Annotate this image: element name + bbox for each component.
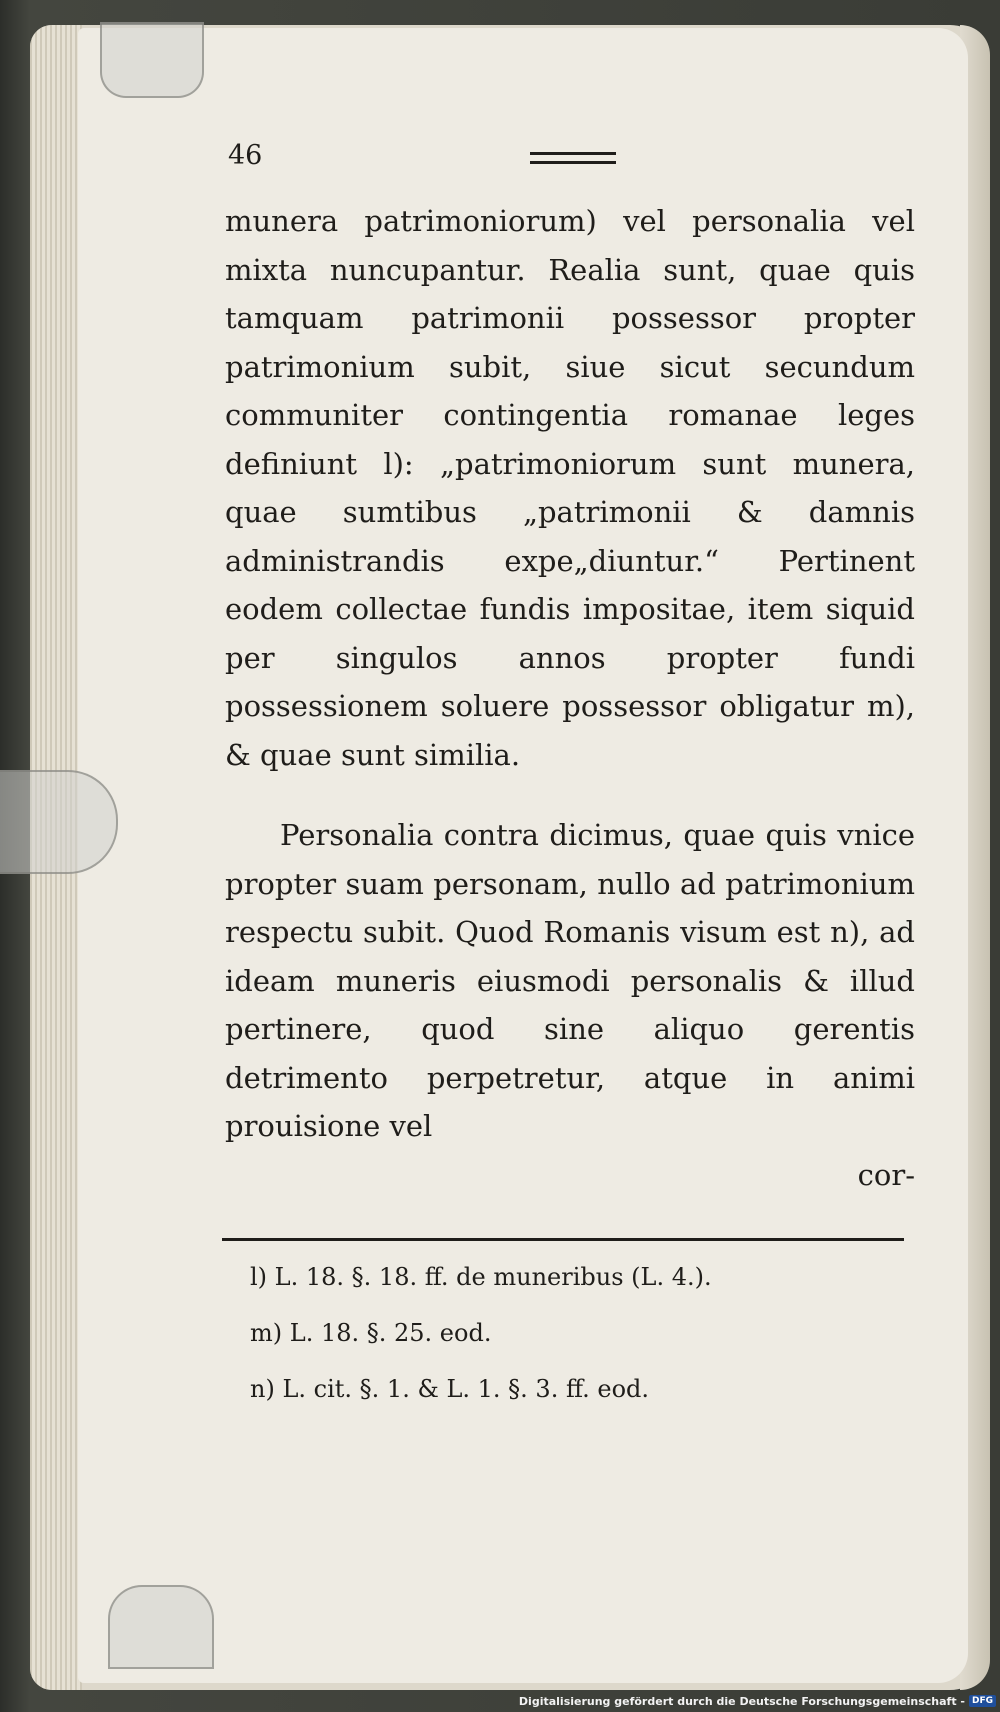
footnote-rule	[222, 1238, 904, 1245]
side-clip	[0, 770, 118, 874]
footer-text: Digitalisierung gefördert durch die Deutsche Forschungsgemeinschaft -	[518, 1694, 965, 1708]
page-number: 46	[228, 140, 263, 171]
footnote-m: m) L. 18. §. 25. eod.	[250, 1319, 492, 1347]
footnote-n: n) L. cit. §. 1. & L. 1. §. 3. ff. eod.	[250, 1375, 650, 1403]
footnote-l: l) L. 18. §. 18. ff. de muneribus (L. 4.).	[250, 1263, 712, 1291]
paragraph-1: munera patrimoniorum) vel personalia vel mixta nuncupantur. Realia sunt, quae quis tamquam patrimonii possessor propter patrimonium subit, siue sicut secundum communiter contingentia romanae leges definiunt l): „patrimoniorum sunt munera, quae sumtibus „patrimonii & damnis administrandis expe„diuntur.“ Pertinent eodem collectae fundis impositae, item siquid per singulos annos propter fundi possessionem soluere possessor obligatur m), & quae sunt similia.	[225, 204, 915, 772]
bottom-clip	[108, 1585, 214, 1669]
body-text	[225, 197, 915, 1199]
paragraph-2: Personalia contra dicimus, quae quis vnice propter suam personam, nullo ad patrimonium respectu subit. Quod Romanis visum est n), ad ideam muneris eiusmodi personalis & illud pertinere, quod sine aliquo gerentis detrimento perpetretur, atque in animi prouisione vel	[225, 818, 915, 1143]
dfg-logo-icon: DFG	[969, 1695, 996, 1707]
top-clip	[100, 22, 204, 98]
header-rule	[530, 152, 616, 164]
catchword: cor-	[857, 1157, 915, 1192]
digitization-footer	[519, 1692, 996, 1710]
footnotes	[250, 1262, 890, 1430]
